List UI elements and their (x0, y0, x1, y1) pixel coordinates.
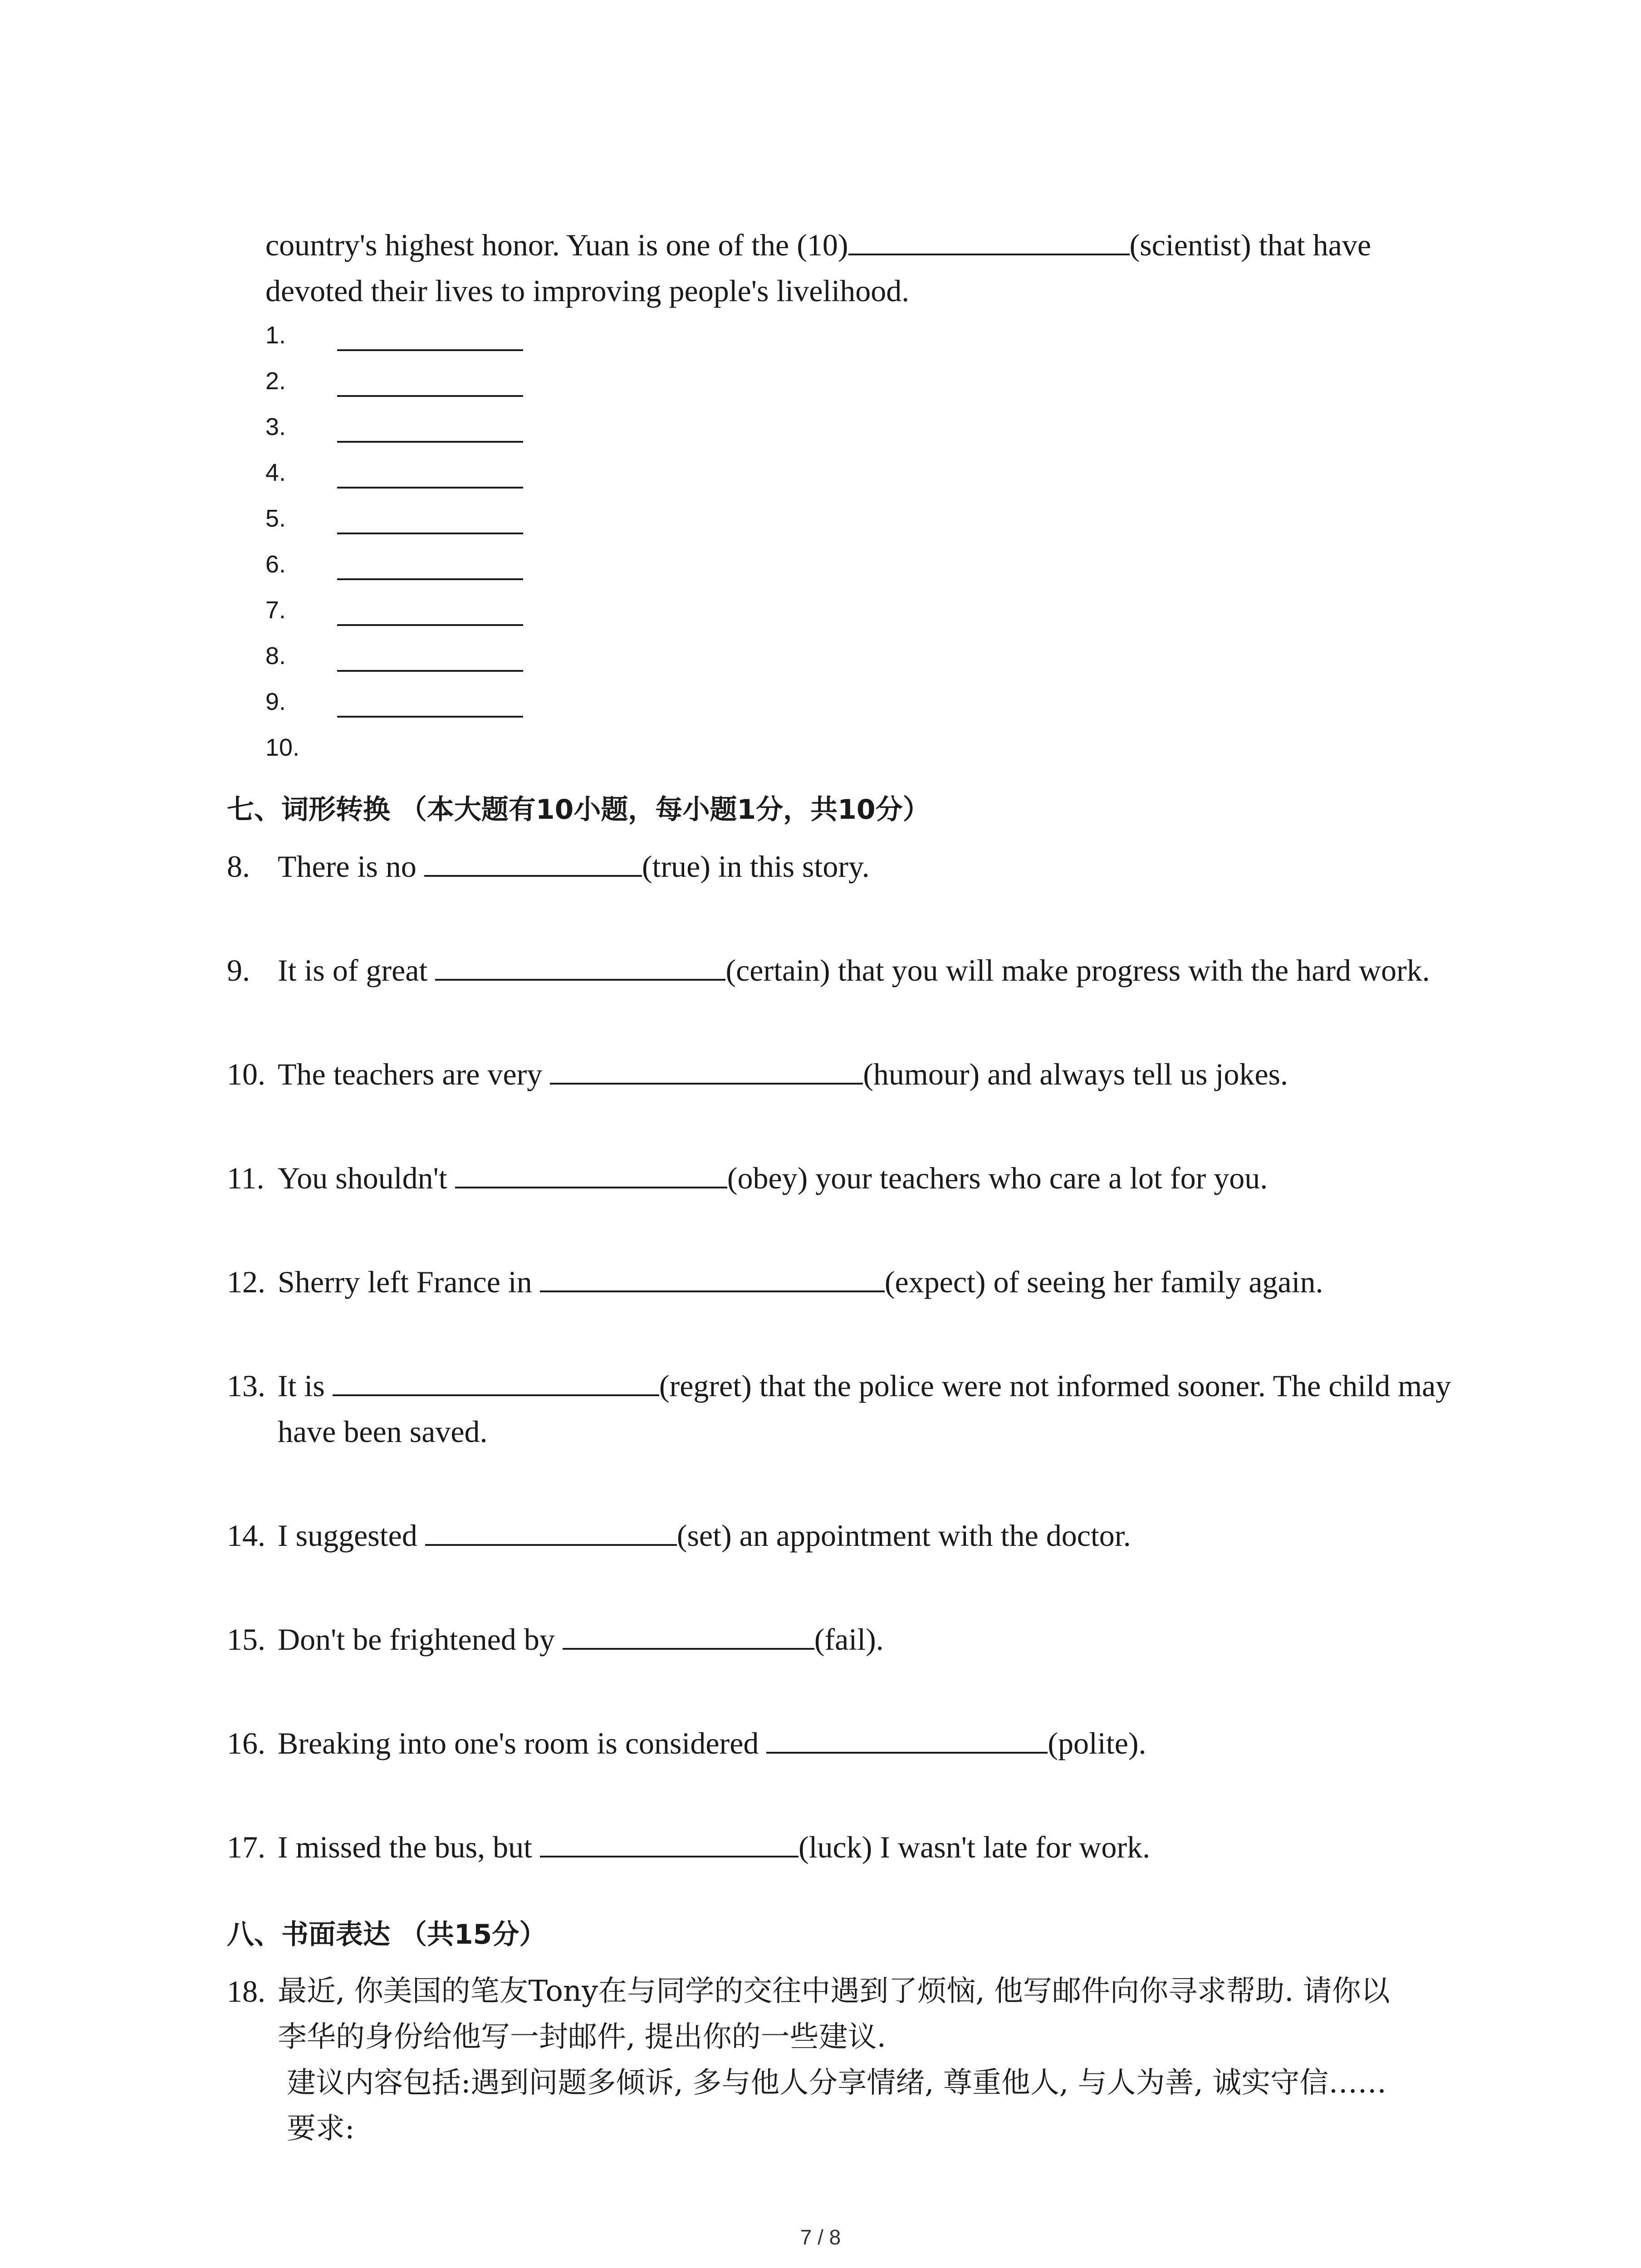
answer-blank[interactable] (425, 1517, 677, 1546)
question-text-after: (obey) your teachers who care a lot for you. (727, 1161, 1268, 1195)
question-text-after: (luck) I wasn't late for work. (798, 1830, 1151, 1864)
answer-number: 5. (265, 505, 286, 532)
answer-row (265, 542, 674, 588)
question-13 (227, 1363, 1474, 1455)
writing-line-3: 建议内容包括:遇到问题多倾诉, 多与他人分享情绪, 尊重他人, 与人为善, 诚实守信…… (287, 2066, 1387, 2100)
question-text-after: (set) an appointment with the doctor. (676, 1518, 1131, 1553)
answer-row (265, 725, 674, 771)
answer-blank[interactable] (333, 1367, 659, 1396)
answer-number: 1. (265, 322, 286, 349)
answer-blank[interactable] (337, 578, 523, 580)
question-text-before: It is of great (278, 953, 436, 987)
blank-10[interactable] (848, 226, 1130, 255)
section-7-heading: 七、词形转换 （本大题有10小题，每小题1分，共10分） (227, 794, 930, 826)
answer-blank[interactable] (337, 670, 523, 672)
answer-number: 2. (265, 367, 286, 395)
question-number: 18. (227, 1974, 265, 2009)
answer-row (265, 313, 674, 359)
question-9 (227, 948, 1474, 993)
question-number: 12. (227, 1265, 265, 1299)
question-text-after: (certain) that you will make progress with the hard work. (725, 953, 1430, 987)
answer-blank[interactable] (337, 624, 523, 626)
question-text-after: (regret) that the police were not informed sooner. The child may (659, 1369, 1451, 1403)
answer-number: 7. (265, 596, 286, 624)
writing-line-4: 要求: (287, 2112, 355, 2146)
question-text-before: Breaking into one's room is considered (278, 1726, 767, 1760)
question-number: 13. (227, 1369, 265, 1403)
answer-number: 4. (265, 459, 286, 486)
answer-blank[interactable] (337, 533, 523, 534)
answer-blank[interactable] (455, 1159, 727, 1188)
answer-row (265, 496, 674, 542)
question-text-before: You shouldn't (278, 1161, 455, 1195)
answer-blank[interactable] (424, 848, 642, 877)
answer-number: 10. (265, 734, 300, 761)
question-17 (227, 1824, 1474, 1870)
answer-row (265, 359, 674, 405)
question-text-after: (true) in this story. (642, 849, 870, 884)
answer-number: 6. (265, 551, 286, 578)
question-16 (227, 1721, 1474, 1766)
question-text-before: Don't be frightened by (278, 1622, 563, 1657)
answer-blank[interactable] (766, 1725, 1048, 1754)
question-text-before: Sherry left France in (278, 1265, 540, 1299)
question-number: 15. (227, 1622, 265, 1657)
answer-row (265, 405, 674, 450)
question-number: 10. (227, 1057, 265, 1091)
answer-blank[interactable] (540, 1828, 798, 1857)
answer-number: 9. (265, 688, 286, 715)
question-number: 8. (227, 849, 250, 884)
question-text-after: (polite). (1048, 1726, 1146, 1760)
section-8-heading: 八、书面表达 （共15分） (227, 1919, 547, 1950)
question-number: 17. (227, 1830, 265, 1864)
question-11 (227, 1155, 1474, 1201)
question-text-before: The teachers are very (278, 1057, 550, 1091)
continuation-text-before: country's highest honor. Yuan is one of the (10) (265, 228, 848, 262)
question-text-before: There is no (278, 849, 424, 884)
question-text-before: It is (278, 1369, 333, 1403)
answer-row (265, 679, 674, 725)
answer-list (265, 313, 674, 771)
answer-blank[interactable] (337, 349, 523, 351)
question-number: 16. (227, 1726, 265, 1760)
answer-blank[interactable] (337, 441, 523, 443)
question-10 (227, 1051, 1474, 1097)
question-text-after: (fail). (814, 1622, 884, 1657)
writing-task (227, 1969, 1474, 2152)
continuation-line-2: devoted their lives to improving people's livelihood. (265, 274, 910, 308)
answer-blank[interactable] (563, 1621, 814, 1650)
answer-number: 3. (265, 413, 286, 440)
question-number: 11. (227, 1161, 265, 1195)
question-8 (227, 844, 1474, 890)
answer-blank[interactable] (337, 395, 523, 397)
writing-line-1: 最近, 你美国的笔友Tony在与同学的交往中遇到了烦恼, 他写邮件向你寻求帮助. 请你以 (278, 1975, 1390, 2008)
answer-blank[interactable] (435, 952, 725, 981)
answer-row (265, 450, 674, 496)
answer-blank[interactable] (337, 487, 523, 489)
question-text-before: I missed the bus, but (278, 1830, 540, 1864)
continuation-text-after: (scientist) that have (1129, 228, 1372, 262)
question-text-after: (humour) and always tell us jokes. (863, 1057, 1288, 1091)
question-text-after: (expect) of seeing her family again. (884, 1265, 1323, 1299)
question-12 (227, 1259, 1474, 1305)
answer-blank[interactable] (540, 1263, 885, 1292)
page-number: 7 / 8 (800, 2225, 841, 2249)
writing-line-2: 李华的身份给他写一封邮件, 提出你的一些建议. (278, 2020, 887, 2054)
answer-row (265, 588, 674, 634)
question-14 (227, 1513, 1474, 1559)
question-number: 14. (227, 1518, 265, 1553)
answer-blank[interactable] (550, 1056, 863, 1085)
question-number: 9. (227, 953, 250, 987)
answer-number: 8. (265, 642, 286, 670)
answer-row (265, 634, 674, 679)
continuation-line-1 (265, 222, 1445, 268)
answer-blank[interactable] (337, 716, 523, 718)
word-form-questions (227, 844, 1474, 1928)
continuation-paragraph (265, 222, 1445, 314)
question-text-before: I suggested (278, 1518, 425, 1553)
question-text-line-2: have been saved. (278, 1414, 488, 1449)
question-15 (227, 1617, 1474, 1662)
